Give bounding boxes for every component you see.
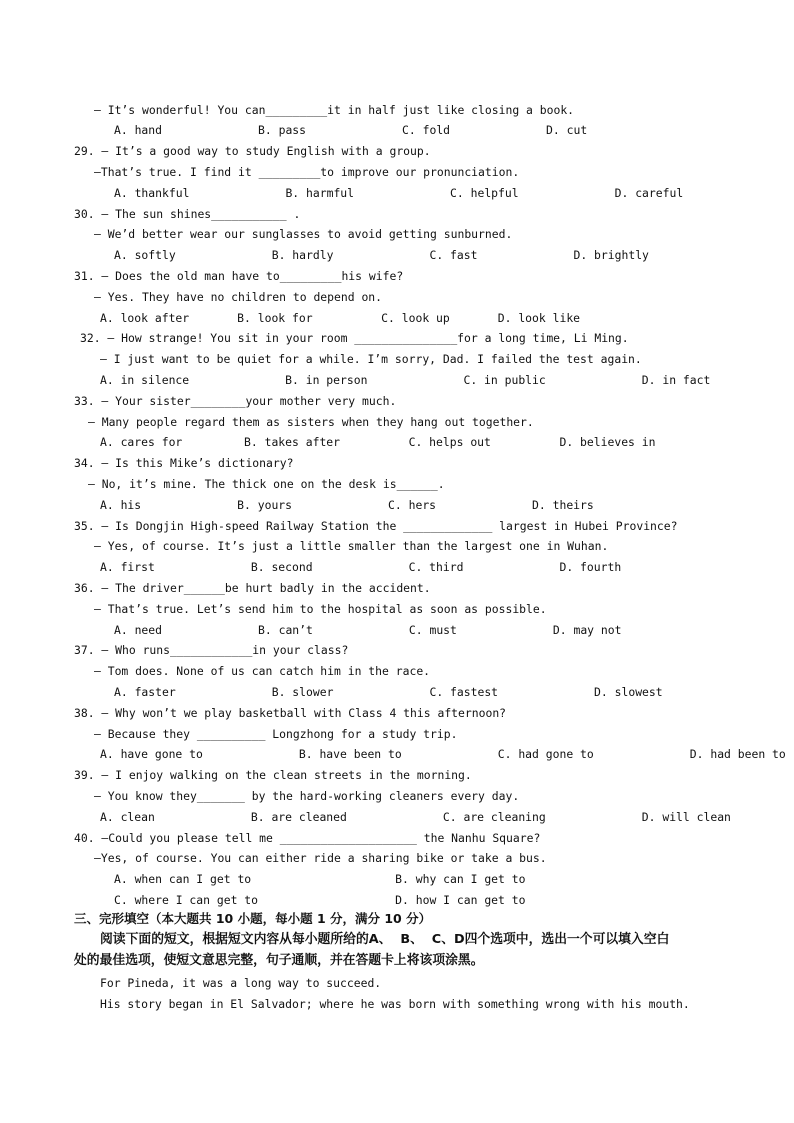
q33-reply: — Many people regard them as sisters when they hang out together. (88, 415, 534, 429)
q29-question: 29. — It’s a good way to study English with a group. (74, 144, 431, 158)
q40-reply: —Yes, of course. You can either ride a sharing bike or take a bus. (94, 851, 547, 865)
q35-question: 35. — Is Dongjin High-speed Railway Station the _____________ largest in Hubei Province? (74, 519, 678, 533)
q31-question: 31. — Does the old man have to_________his wife? (74, 269, 404, 283)
q38-question: 38. — Why won’t we play basketball with Class 4 this afternoon? (74, 706, 507, 720)
q30-question: 30. — The sun shines___________ . (74, 207, 301, 221)
q29-options: A. thankful B. harmful C. helpful D. careful (114, 186, 684, 200)
q37-reply: — Tom does. None of us can catch him in the race. (94, 664, 431, 678)
q39-question: 39. — I enjoy walking on the clean streets in the morning. (74, 768, 472, 782)
q36-question: 36. — The driver______be hurt badly in the accident. (74, 581, 431, 595)
q33-question: 33. — Your sister________your mother very much. (74, 394, 397, 408)
q33-options: A. cares for B. takes after C. helps out D. believes in (100, 435, 656, 449)
q29-reply: —That’s true. I find it _________to improve our pronunciation. (94, 165, 520, 179)
q37-question: 37. — Who runs____________in your class? (74, 643, 349, 657)
q31-reply: — Yes. They have no children to depend on. (94, 290, 383, 304)
q36-reply: — That’s true. Let’s send him to the hospital as soon as possible. (94, 602, 547, 616)
q34-reply: — No, it’s mine. The thick one on the desk is______. (88, 477, 445, 491)
q35-reply: — Yes, of course. It’s just a little smaller than the largest one in Wuhan. (94, 539, 609, 553)
q30-reply: — We’d better wear our sunglasses to avoid getting sunburned. (94, 227, 513, 241)
q37-options: A. faster B. slower C. fastest D. slowest (114, 685, 663, 699)
q40-question: 40. —Could you please tell me ____________________ the Nanhu Square? (74, 831, 541, 845)
q32-reply: — I just want to be quiet for a while. I’m sorry, Dad. I failed the test again. (100, 352, 642, 366)
q32-options: A. in silence B. in person C. in public D. in fact (100, 373, 711, 387)
q32-question: 32. — How strange! You sit in your room _______________for a long time, Li Ming. (80, 331, 629, 345)
section-heading: 三、完形填空（本大题共 10 小题，每小题 1 分，满分 10 分） (74, 911, 432, 926)
q40-options-ab: A. when can I get to B. why can I get to (114, 872, 526, 886)
section-instructions-line2: 处的最佳选项，使短文意思完整，句子通顺，并在答题卡上将该项涂黑。 (74, 953, 484, 968)
q35-options: A. first B. second C. third D. fourth (100, 560, 622, 574)
section-instructions-line1: 阅读下面的短文，根据短文内容从每小题所给的A、 B、 C、D四个选项中，选出一个可以填入空白 (100, 932, 670, 947)
q38-reply: — Because they __________ Longzhong for a study trip. (94, 727, 458, 741)
q34-options: A. his B. yours C. hers D. theirs (100, 498, 594, 512)
q30-options: A. softly B. hardly C. fast D. brightly (114, 248, 649, 262)
q38-options: A. have gone to B. have been to C. had gone to D. had been to (100, 747, 786, 761)
q34-question: 34. — Is this Mike’s dictionary? (74, 456, 294, 470)
q28-dialogue-line: — It’s wonderful! You can_________it in half just like closing a book. (94, 103, 575, 117)
q36-options: A. need B. can’t C. must D. may not (114, 623, 622, 637)
passage-line-1: For Pineda, it was a long way to succeed. (100, 976, 382, 990)
q40-options-cd: C. where I can get to D. how I can get to (114, 893, 526, 907)
passage-line-2: His story began in El Salvador; where he was born with something wrong with his mouth. (100, 997, 690, 1011)
q31-options: A. look after B. look for C. look up D. look like (100, 311, 581, 325)
q39-options: A. clean B. are cleaned C. are cleaning D. will clean (100, 810, 731, 824)
q28-options: A. hand B. pass C. fold D. cut (114, 123, 588, 137)
q39-reply: — You know they_______ by the hard-working cleaners every day. (94, 789, 520, 803)
